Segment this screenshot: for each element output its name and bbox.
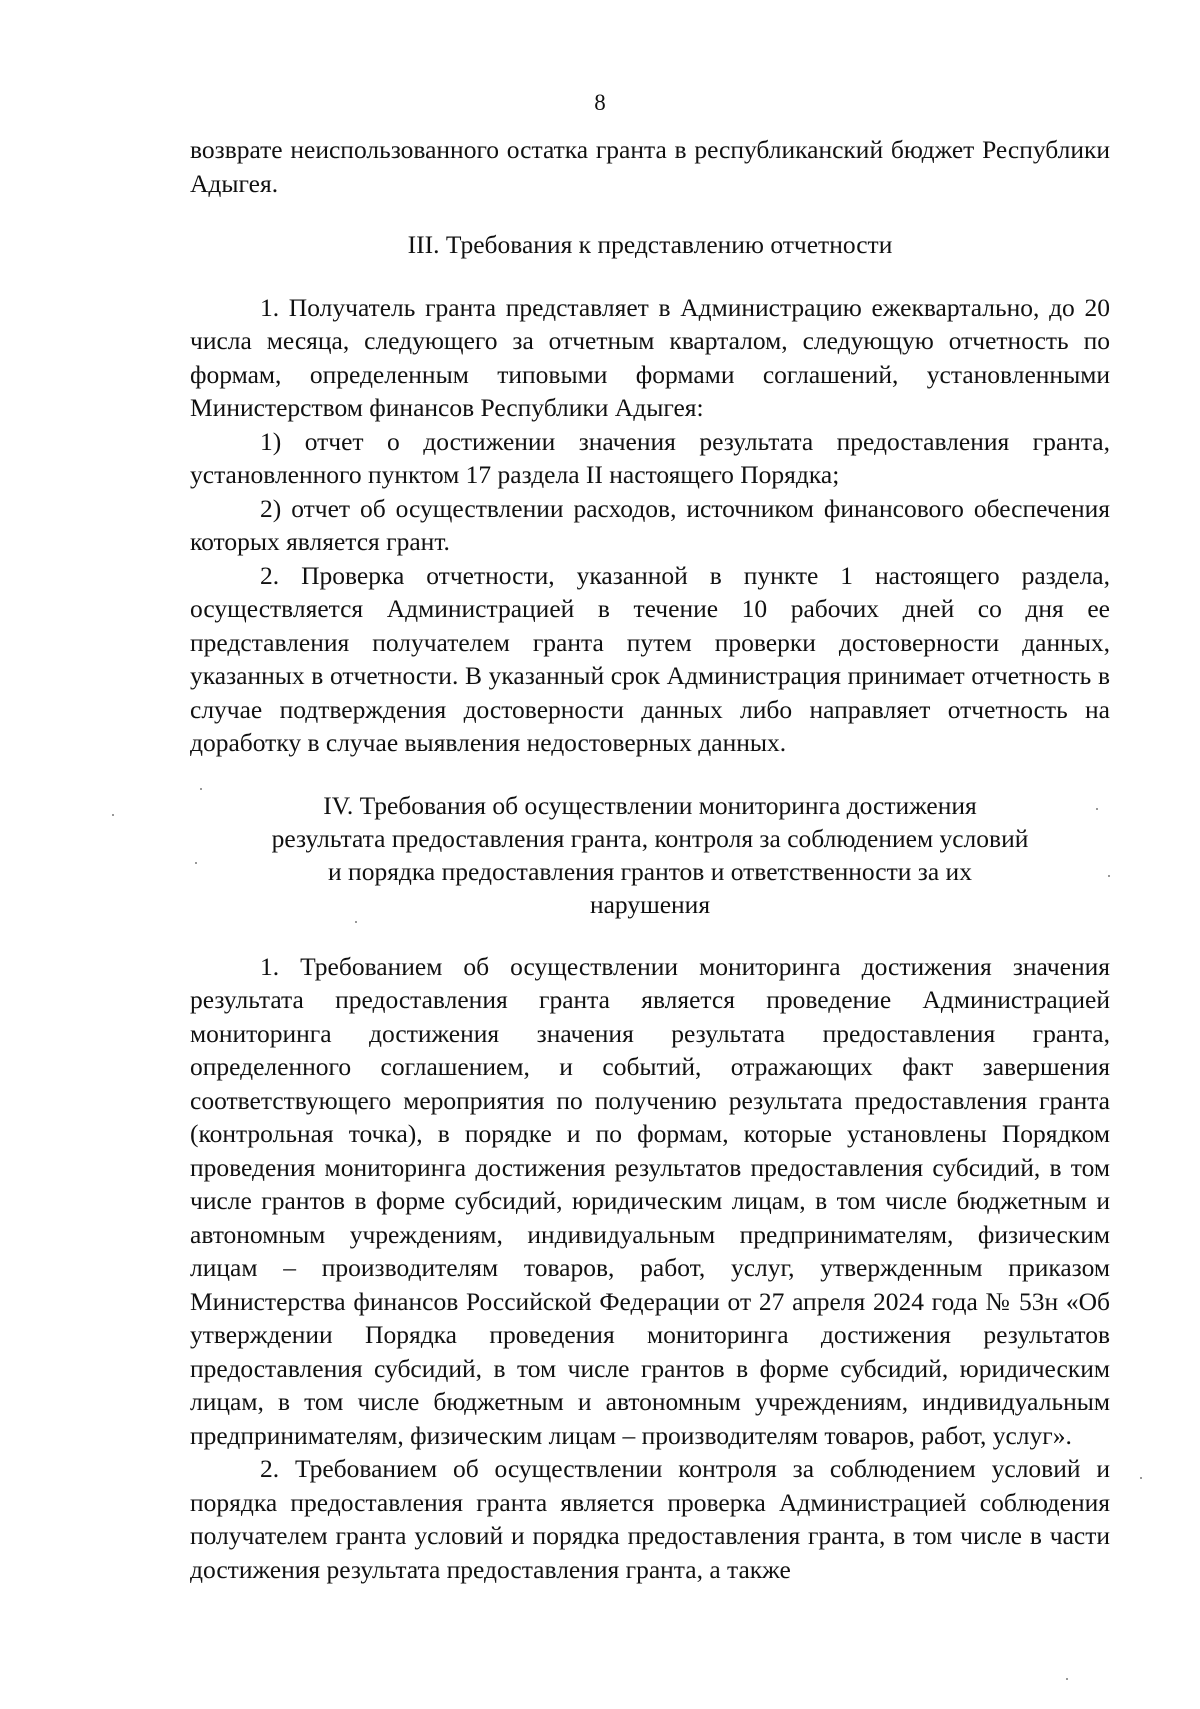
section-4-item-1: 1. Требованием об осуществлении мониторинга достижения значения результата предоставления гранта является проведение Администрацией мониторинга достижения значения результата предоставления гранта, определенного соглашением, и событий, отражающих факт завершения соответствующего мероприятия по получению результата предоставления гранта (контрольная точка), в порядке и по формам, которые установлены Порядком проведения мониторинга достижения результатов предоставления субсидий, в том числе грантов в форме субсидий, юридическим лицам, в том числе бюджетным и автономным учреждениям, индивидуальным предпринимателям, физическим лицам – производителям товаров, работ, услуг, утвержденным приказом Министерства финансов Российской Федерации от 27 апреля 2024 года № 53н «Об утверждении Порядка проведения мониторинга достижения результатов предоставления субсидий, в том числе грантов в форме субсидий, юридическим лицам, в том числе бюджетным и автономным учреждениям, индивидуальным предпринимателям, физическим лицам – производителям товаров, работ, услуг». [190, 951, 1110, 1450]
scan-speck [1140, 1477, 1142, 1479]
intro-paragraph: возврате неиспользованного остатка гранта в республиканский бюджет Республики Адыгея. [190, 135, 1110, 198]
section-3-subitem-2: 2) отчет об осуществлении расходов, источником финансового обеспечения которых является грант. [190, 493, 1110, 556]
scan-speck [1096, 808, 1098, 810]
document-body [190, 133, 1110, 1586]
scan-speck [200, 788, 202, 790]
scan-speck [1066, 1678, 1068, 1680]
section-3-subitem-1: 1) отчет о достижении значения результата предоставления гранта, установленного пунктом 17 раздела II настоящего Порядка; [190, 426, 1110, 489]
section-4-title: IV. Требования об осуществлении мониторинга достижения результата предоставления гранта, контроля за соблюдением условий и порядка предоставления грантов и ответственности за их нарушения [271, 790, 1029, 919]
section-3-item-2: 2. Проверка отчетности, указанной в пункте 1 настоящего раздела, осуществляется Администрацией в течение 10 рабочих дней со дня ее представления получателем гранта путем проверки достоверности данных, указанных в отчетности. В указанный срок Администрация принимает отчетность в случае подтверждения достоверности данных либо направляет отчетность на доработку в случае выявления недостоверных данных. [190, 560, 1110, 757]
scan-speck [1108, 875, 1110, 877]
section-3-item-1: 1. Получатель гранта представляет в Администрацию ежеквартально, до 20 числа месяца, следующего за отчетным кварталом, следующую отчетность по формам, определенным типовыми формами соглашений, установленными Министерством финансов Республики Адыгея: [190, 292, 1110, 422]
section-3-title: III. Требования к представлению отчетности [407, 230, 893, 259]
scan-speck [112, 814, 114, 816]
section-4-item-2: 2. Требованием об осуществлении контроля за соблюдением условий и порядка предоставления гранта является проверка Администрацией соблюдения получателем гранта условий и порядка предоставления гранта, в том числе в части достижения результата предоставления гранта, а также [190, 1454, 1110, 1584]
page-number: 8 [594, 90, 606, 115]
scan-speck [355, 921, 357, 923]
scan-speck [195, 862, 197, 864]
